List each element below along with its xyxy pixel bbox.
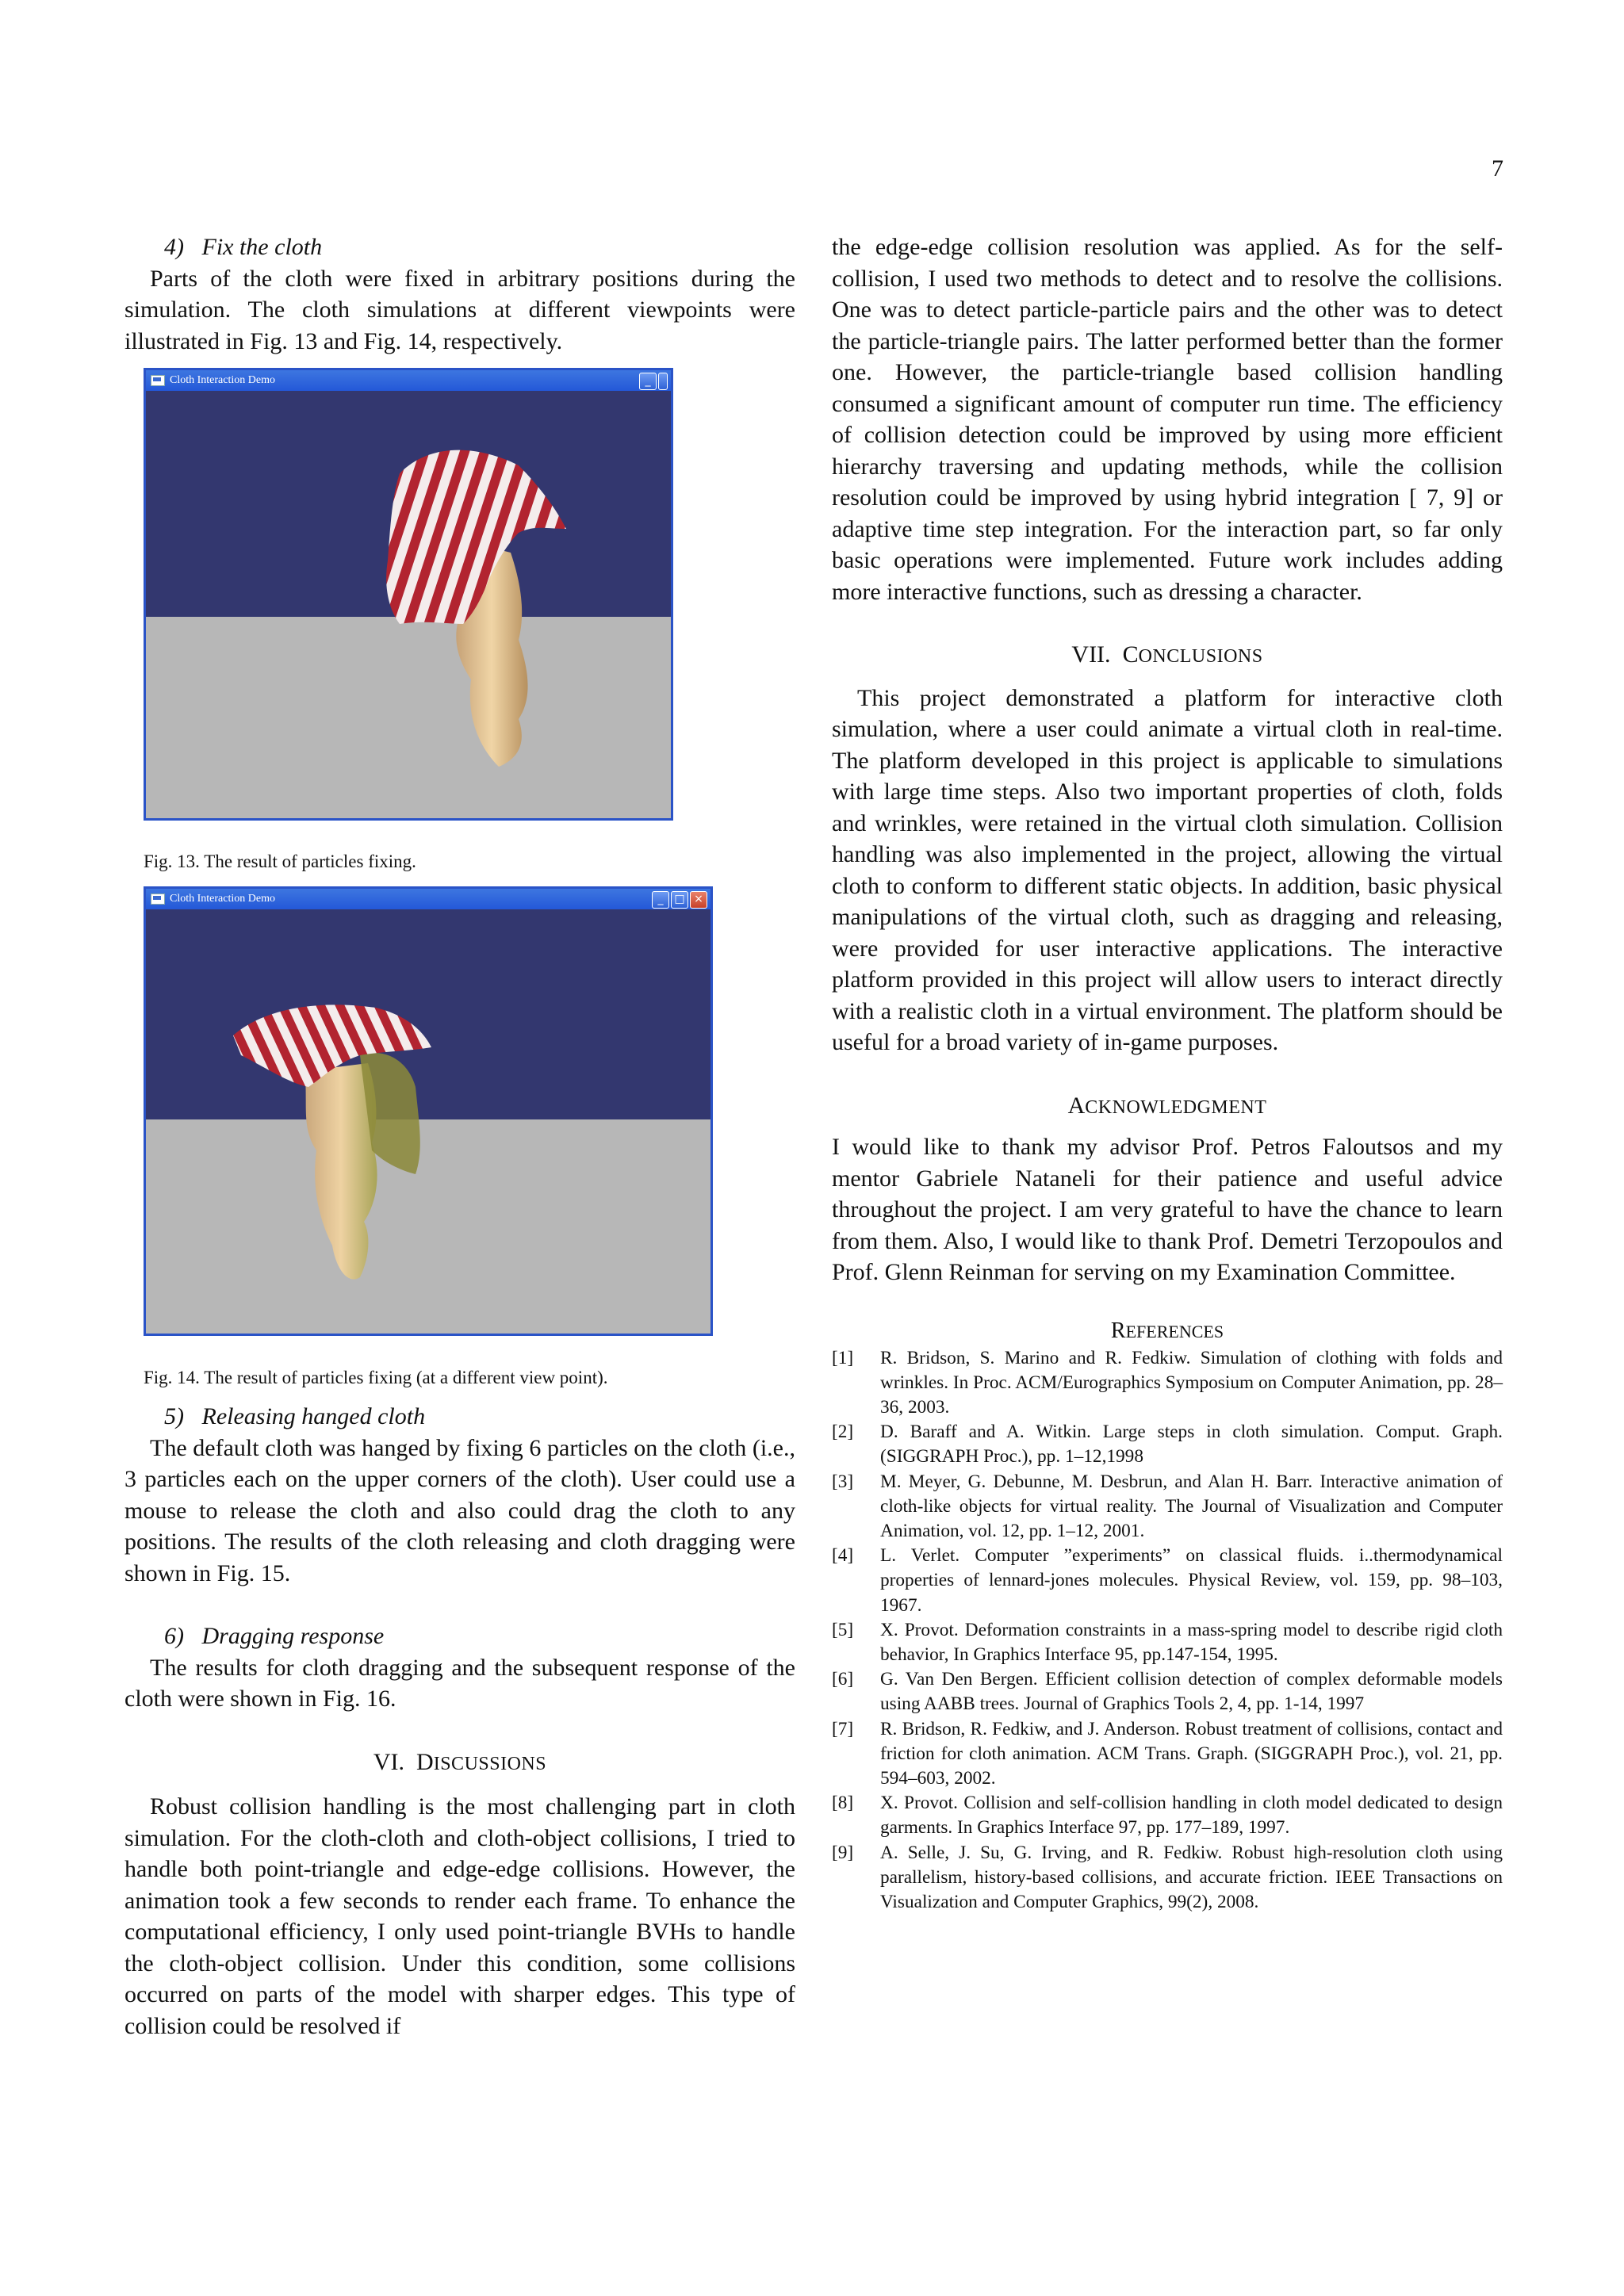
reference-text: X. Provot. Collision and self-collision handling in cloth model dedicated to design garments. In Graphics Interface 97, pp. 177–189, 1997. [880, 1793, 1503, 1839]
reference-number: [9] [832, 1842, 854, 1863]
paragraph: This project demonstrated a platform for interactive cloth simulation, where a user could animate a virtual cloth in real-time. The platform developed in this project is applicable to simulations with large time steps. Also two important properties of cloth, folds and wrinkles, were retained in the virtual cloth simulation. Collision handling was also implemented in the project, allowing the virtual cloth to conform to different static objects. In addition, basic physical manipulations of the virtual cloth, such as dragging and releasing, were provided for user interactive applications. The interactive platform provided in this project will allow users to interact directly with a realistic cloth in a virtual environment. The platform should be useful for a broad variety of in-game purposes. [832, 684, 1503, 1055]
subsection-heading-6 [124, 1621, 795, 1652]
section-number: VI. [373, 1748, 405, 1775]
reference-item [832, 1420, 1503, 1469]
reference-number: [4] [832, 1545, 854, 1567]
reference-text: R. Bridson, S. Marino and R. Fedkiw. Simulation of clothing with folds and wrinkles. In Proc. ACM/Eurographics Symposium on Computer Animation, pp. 28–36, 2003. [880, 1347, 1503, 1418]
paragraph: The default cloth was hanged by fixing 6 particles on the cloth (i.e., 3 particles each on the upper corners of the cloth). User could use a mouse to release the cloth and also could drag the cloth to any positions. The results of the cloth releasing and cloth dragging were shown in Fig. 15. [124, 1434, 795, 1586]
paragraph: Parts of the cloth were fixed in arbitrary positions during the simulation. The cloth simulations at different viewpoints were illustrated in Fig. 13 and Fig. 14, respectively. [124, 265, 795, 354]
demo-window [144, 368, 673, 821]
reference-item [832, 1841, 1503, 1915]
reference-item [832, 1667, 1503, 1716]
reference-number: [5] [832, 1619, 854, 1640]
reference-number: [3] [832, 1471, 854, 1492]
figure-caption: Fig. 14. The result of particles fixing (at a different view point). [144, 1368, 608, 1387]
section-title-rest: CKNOWLEDGMENT [1085, 1096, 1267, 1118]
section-initial: A [1067, 1092, 1086, 1119]
maximize-button[interactable]: □ [671, 891, 688, 909]
reference-text: M. Meyer, G. Debunne, M. Desbrun, and Alan H. Barr. Interactive animation of cloth-like objects for virtual reality. The Journal of Visualization and Computer Animation, vol. 12, pp. 1–12, 2001. [880, 1471, 1503, 1541]
cloth-scene-render [146, 370, 671, 818]
reference-item [832, 1346, 1503, 1421]
reference-text: G. Van Den Bergen. Efficient collision detection of complex deformable models using AABB trees. Journal of Graphics Tools 2, 4, pp. 1-14, 1997 [880, 1669, 1503, 1715]
reference-text: A. Selle, J. Su, G. Irving, and R. Fedkiw. Robust high-resolution cloth using parallelism, history-based collisions, and accurate friction. IEEE Transactions on Visualization and Computer Graphics, 99(2), 2008. [880, 1842, 1503, 1912]
subsection-title: Releasing hanged cloth [201, 1403, 426, 1429]
subsection-heading-4 [124, 232, 795, 263]
subsection-number: 4) [164, 234, 184, 260]
section-title-rest: ISCUSSIONS [433, 1753, 547, 1774]
reference-number: [6] [832, 1669, 854, 1690]
figure-14 [144, 886, 795, 1390]
window-title: Cloth Interaction Demo [170, 893, 275, 905]
section-heading-acknowledgment [832, 1090, 1503, 1124]
page-number: 7 [1492, 155, 1503, 182]
left-column [124, 232, 795, 2042]
section-initial: C [1122, 641, 1139, 668]
reference-item [832, 1544, 1503, 1618]
figure-13 [144, 368, 795, 874]
subsection-title: Dragging response [201, 1623, 385, 1649]
striped-cloth [386, 450, 566, 624]
reference-text: X. Provot. Deformation constraints in a mass-spring model to describe rigid cloth behavior, In Graphics Interface 95, pp.147-154, 1995. [880, 1619, 1503, 1665]
paragraph: The results for cloth dragging and the subsequent response of the cloth were shown in Fig. 16. [124, 1654, 795, 1712]
subsection-number: 6) [164, 1623, 184, 1649]
reference-item [832, 1791, 1503, 1840]
close-button[interactable]: × [690, 891, 707, 909]
reference-item [832, 1717, 1503, 1792]
section-title-rest: EFERENCES [1125, 1321, 1224, 1341]
section-initial: R [1110, 1318, 1126, 1343]
reference-list [832, 1346, 1503, 1915]
reference-item [832, 1470, 1503, 1544]
figure-caption: Fig. 13. The result of particles fixing. [144, 851, 416, 871]
section-number: VII. [1071, 641, 1111, 668]
references-heading [832, 1317, 1503, 1346]
reference-number: [8] [832, 1793, 854, 1814]
reference-text: L. Verlet. Computer ”experiments” on classical fluids. i..thermodynamical properties of lennard-jones molecules. Physical Review, vol. 159, pp. 98–103, 1967. [880, 1545, 1503, 1616]
subsection-heading-5 [124, 1401, 795, 1433]
paragraph: I would like to thank my advisor Prof. Petros Faloutsos and my mentor Gabriele Nataneli for their patience and useful advice throughout the project. I am very grateful to have the chance to learn from them. Also, I would like to thank Prof. Demetri Terzopoulos and Prof. Glenn Reinman for serving on my Examination Committee. [832, 1134, 1503, 1285]
subsection-number: 5) [164, 1403, 184, 1429]
section-heading-conclusions [832, 639, 1503, 673]
minimize-button[interactable]: _ [652, 891, 669, 909]
cloth-scene-render [146, 889, 710, 1334]
reference-number: [7] [832, 1718, 854, 1739]
section-heading-discussions [124, 1747, 795, 1781]
window-title: Cloth Interaction Demo [170, 374, 275, 386]
minimize-button[interactable]: _ [639, 373, 657, 390]
reference-number: [2] [832, 1422, 854, 1443]
paragraph: Robust collision handling is the most challenging part in cloth simulation. For the cloth-cloth and cloth-object collisions, I tried to handle both point-triangle and edge-edge collisions. However, the animation took a few seconds to render each frame. To enhance the computational efficiency, I only used point-triangle BVHs to handle the cloth-object collision. Under this condition, some collisions occurred on parts of the model with sharper edges. This type of collision could be resolved if [124, 1793, 795, 2039]
subsection-title: Fix the cloth [201, 234, 323, 260]
right-column [832, 232, 1503, 1915]
reference-text: R. Bridson, R. Fedkiw, and J. Anderson. Robust treatment of collisions, contact and friction for cloth animation. ACM Trans. Graph. (SIGGRAPH Proc.), vol. 21, pp. 594–603, 2002. [880, 1718, 1503, 1789]
section-initial: D [416, 1748, 434, 1775]
reference-text: D. Baraff and A. Witkin. Large steps in cloth simulation. Comput. Graph. (SIGGRAPH Proc.), pp. 1–12,1998 [880, 1422, 1503, 1468]
paragraph: the edge-edge collision resolution was applied. As for the self-collision, I used two methods to detect and to resolve the collisions. One was to detect particle-particle pairs and the other was to detect the particle-triangle pairs. The latter performed better than the former one. However, the particle-triangle based collision handling consumed a significant amount of computer run time. The efficiency of collision detection could be improved by using more efficient hierarchy traversing and updating methods, while the collision resolution could be improved by using hybrid integration [ 7, 9] or adaptive time step integration. For the interaction part, so far only basic operations were implemented. Future work includes adding more interactive functions, such as dressing a character. [832, 234, 1503, 605]
section-title-rest: ONCLUSIONS [1138, 646, 1263, 667]
demo-window [144, 886, 713, 1336]
reference-number: [1] [832, 1347, 854, 1368]
reference-item [832, 1618, 1503, 1667]
